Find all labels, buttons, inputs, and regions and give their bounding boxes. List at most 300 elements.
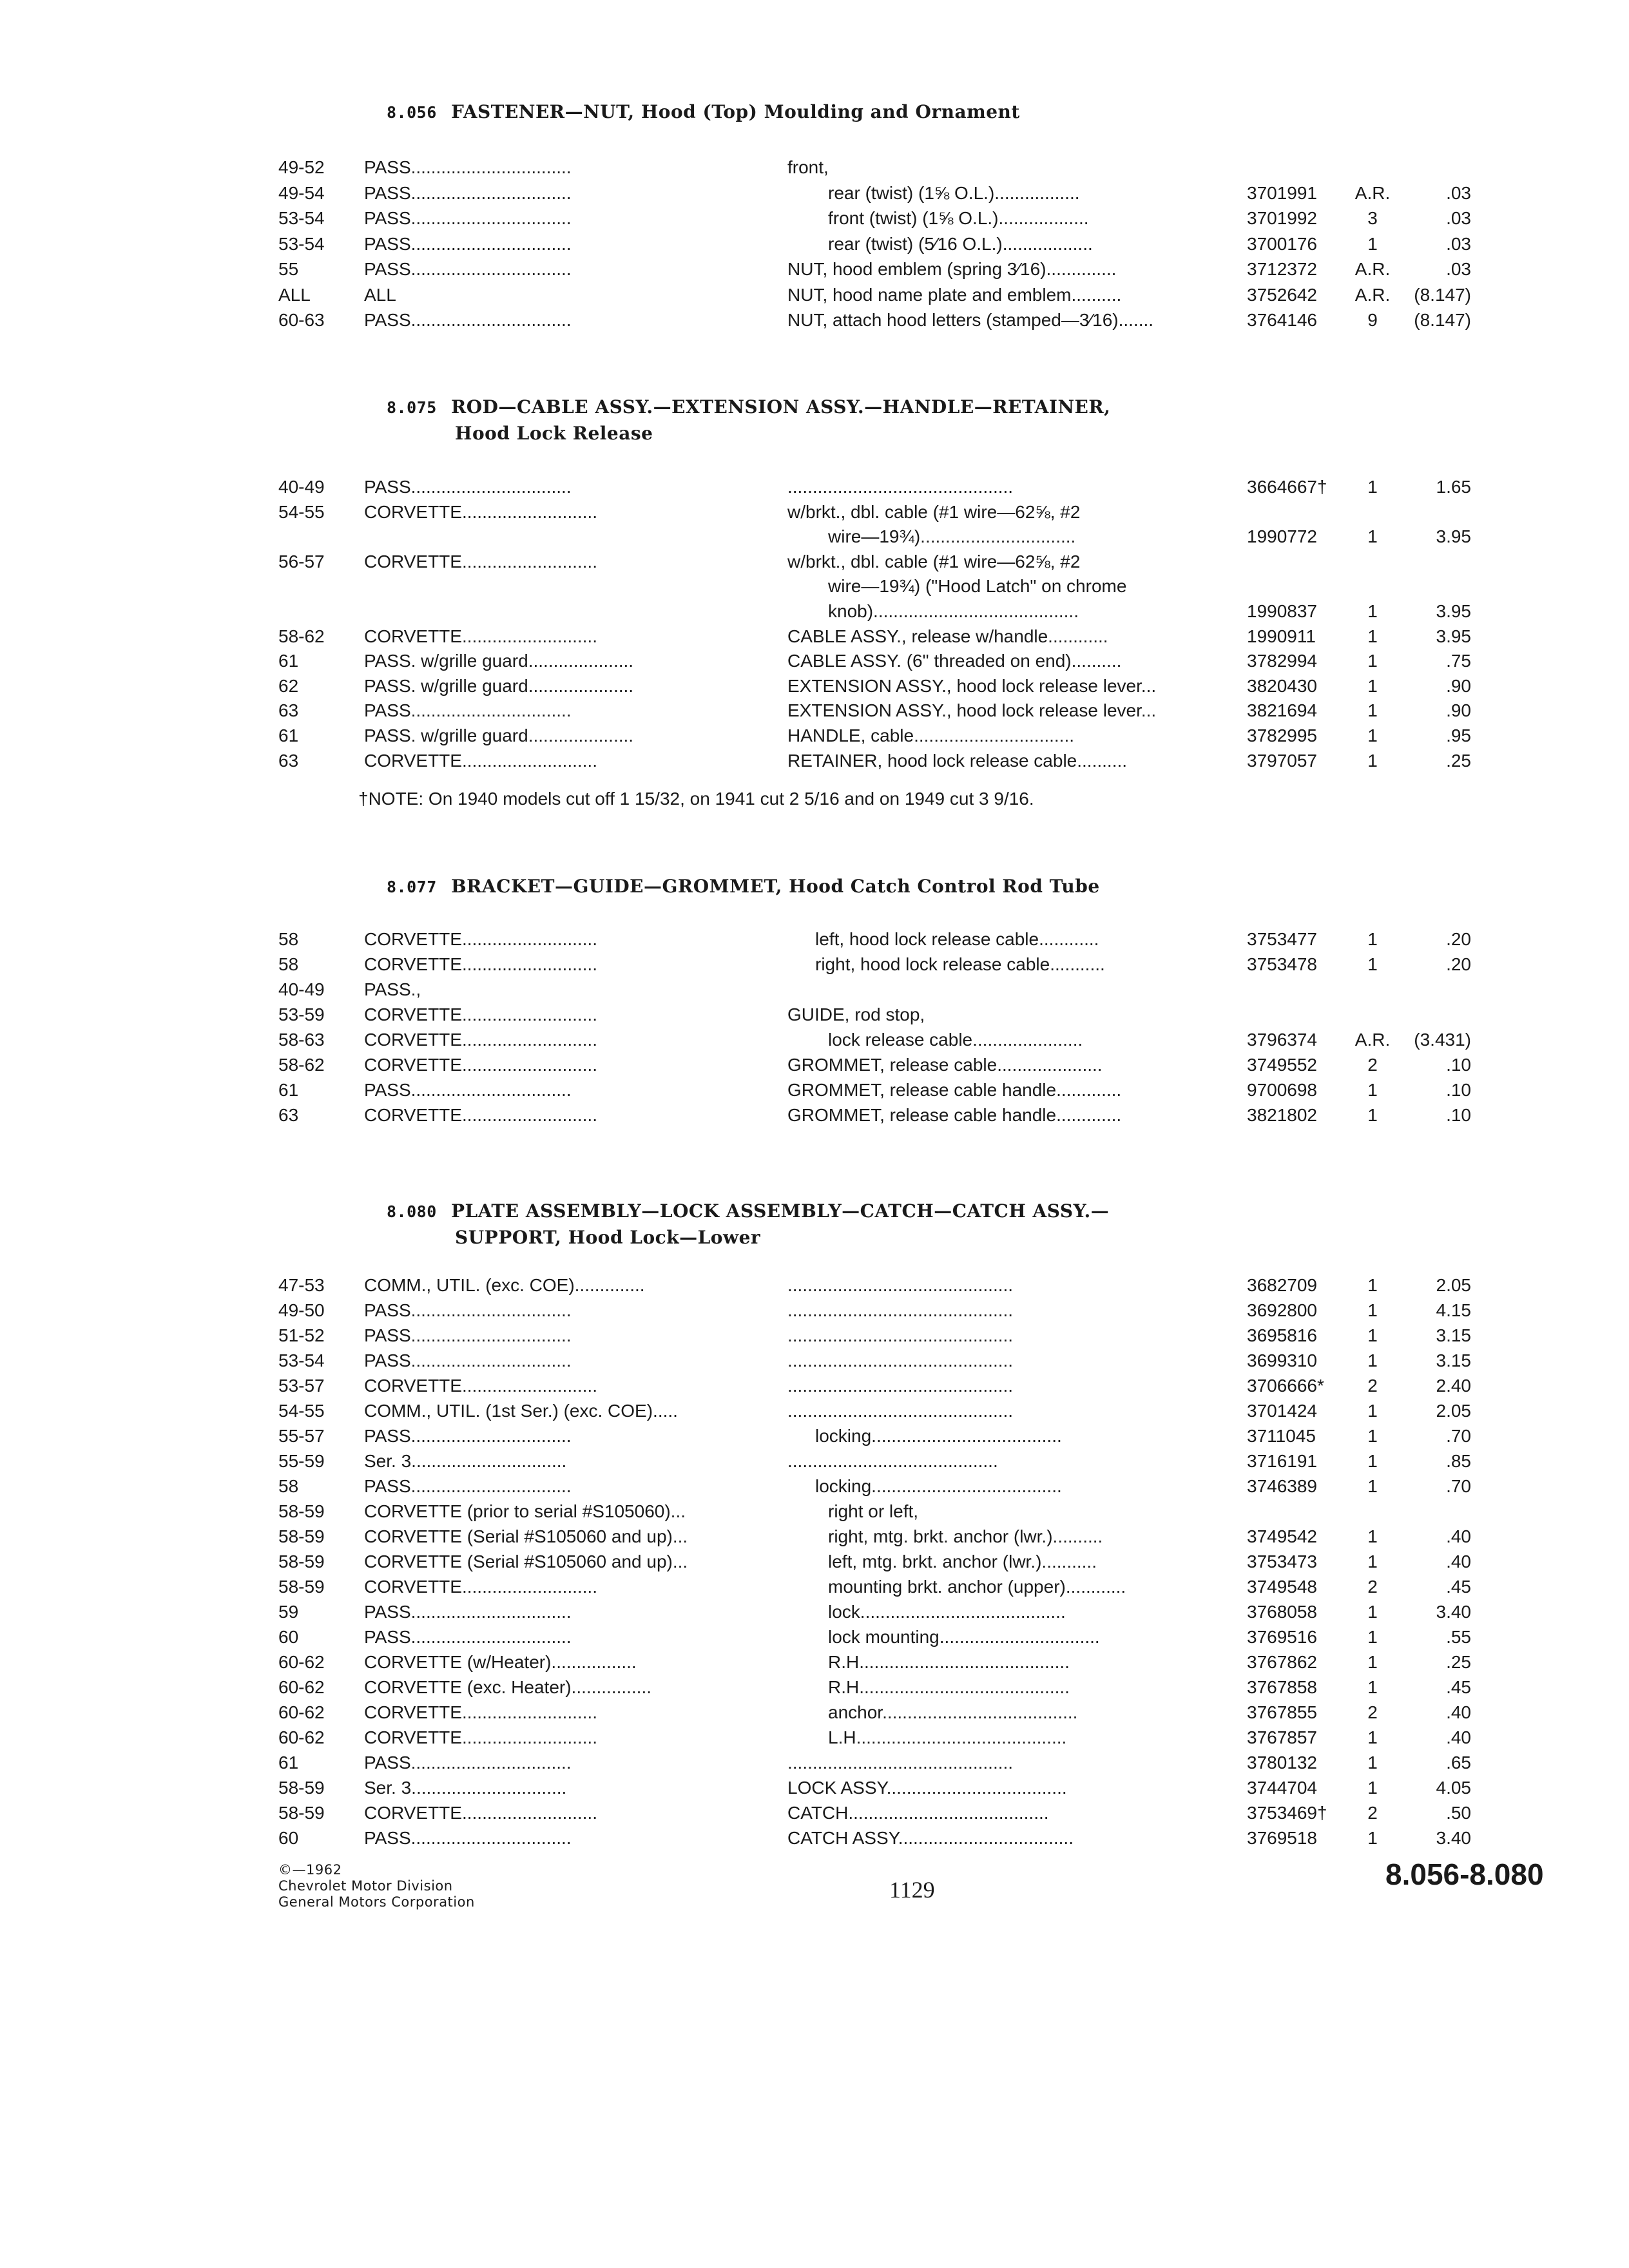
cell-part: 3767855 <box>1247 1702 1318 1722</box>
section-8077-heading <box>387 874 1100 900</box>
part-row <box>0 1775 1629 1800</box>
cell-price: .20 <box>1446 954 1471 974</box>
cell-price: .25 <box>1446 750 1471 771</box>
cell-year: 58 <box>278 929 299 949</box>
cell-desc: ............................................. <box>787 1325 1014 1345</box>
cell-desc: R.H.......................................... <box>828 1652 1070 1672</box>
section-title: BRACKET—GUIDE—GROMMET, Hood Catch Control Rod Tube <box>451 876 1100 897</box>
cell-year: 54-55 <box>278 1401 325 1421</box>
section-title: FASTENER—NUT, Hood (Top) Moulding and Ornament <box>451 101 1020 122</box>
cell-part: 3749542 <box>1247 1526 1318 1546</box>
part-row <box>0 1549 1629 1574</box>
cell-year: 54-55 <box>278 501 325 522</box>
cell-price: .75 <box>1446 651 1471 671</box>
part-row <box>0 1052 1629 1077</box>
cell-model: CORVETTE........................... <box>364 1376 597 1396</box>
cell-year: 59 <box>278 1602 299 1622</box>
cell-qty: 1 <box>1367 700 1378 721</box>
cell-price: .10 <box>1446 1105 1471 1125</box>
cell-part: 3664667† <box>1247 477 1327 497</box>
cell-model: CORVETTE (exc. Heater)................ <box>364 1677 652 1697</box>
part-row <box>0 1448 1629 1474</box>
cell-desc: CABLE ASSY., release w/handle............ <box>787 626 1108 646</box>
cell-qty: 1 <box>1367 1451 1378 1471</box>
cell-model: CORVETTE (w/Heater)................. <box>364 1652 637 1672</box>
cell-price: 3.95 <box>1436 601 1471 621</box>
footer-publisher <box>278 1862 475 1910</box>
cell-desc: lock mounting................................ <box>828 1627 1100 1647</box>
cell-desc: locking...................................... <box>815 1476 1062 1496</box>
cell-model: PASS................................ <box>364 1602 572 1622</box>
cell-desc: R.H.......................................... <box>828 1677 1070 1697</box>
cell-year: 58-59 <box>278 1577 325 1597</box>
cell-model: PASS................................ <box>364 1300 572 1320</box>
cell-price: 3.40 <box>1436 1602 1471 1622</box>
division-name: Chevrolet Motor Division <box>278 1878 453 1894</box>
cell-desc: EXTENSION ASSY., hood lock release lever... <box>787 700 1157 721</box>
part-row <box>0 1273 1629 1298</box>
cell-price: .03 <box>1446 182 1471 203</box>
cell-part: 3753469† <box>1247 1803 1327 1823</box>
cell-part: 3712372 <box>1247 259 1318 279</box>
cell-qty: 2 <box>1367 1702 1378 1722</box>
cell-price: 3.95 <box>1436 526 1471 547</box>
corporation-name: General Motors Corporation <box>278 1894 475 1910</box>
section-8075-heading <box>387 394 1110 447</box>
cell-price: 1.65 <box>1436 477 1471 497</box>
cell-part: 3820430 <box>1247 675 1318 696</box>
part-row <box>0 1700 1629 1725</box>
cell-part: 3706666* <box>1247 1376 1324 1396</box>
cell-price: .95 <box>1446 726 1471 745</box>
cell-part: 3767858 <box>1247 1677 1318 1697</box>
cell-qty: 1 <box>1367 526 1378 547</box>
cell-price: .40 <box>1446 1702 1471 1722</box>
cell-price: (8.147) <box>1414 284 1471 305</box>
cell-qty: 1 <box>1367 1300 1378 1320</box>
cell-desc: GUIDE, rod stop, <box>787 1004 925 1024</box>
cell-qty: 1 <box>1367 1080 1378 1100</box>
cell-desc: RETAINER, hood lock release cable.......... <box>787 750 1128 771</box>
cell-part: 3782995 <box>1247 726 1318 745</box>
cell-part: 3716191 <box>1247 1451 1318 1471</box>
part-row <box>0 206 1629 231</box>
cell-year: 58 <box>278 954 299 974</box>
cell-year: 58-62 <box>278 1055 325 1075</box>
part-row <box>0 624 1629 649</box>
cell-price: .25 <box>1446 1652 1471 1672</box>
cell-model: PASS................................ <box>364 208 572 228</box>
part-row <box>0 524 1629 549</box>
cell-model: CORVETTE........................... <box>364 954 597 974</box>
cell-year: 60-62 <box>278 1677 325 1697</box>
part-row <box>0 1102 1629 1128</box>
cell-part: 1990911 <box>1247 626 1316 646</box>
cell-desc: left, hood lock release cable............ <box>815 929 1099 949</box>
cell-year: 53-54 <box>278 208 325 228</box>
cell-year: 49-50 <box>278 1300 325 1320</box>
cell-desc: NUT, hood name plate and emblem.......... <box>787 284 1122 305</box>
part-row <box>0 1599 1629 1624</box>
cell-desc: knob)......................................... <box>828 601 1079 621</box>
cell-year: 61 <box>278 1753 299 1773</box>
cell-desc: ............................................. <box>787 1275 1014 1295</box>
cell-year: 58-59 <box>278 1552 325 1571</box>
cell-part: 3821694 <box>1247 700 1318 721</box>
cell-qty: A.R. <box>1354 1030 1391 1050</box>
cell-model: CORVETTE........................... <box>364 551 597 572</box>
cell-model: PASS................................ <box>364 477 572 497</box>
cell-part: 3782994 <box>1247 651 1318 671</box>
cell-qty: 1 <box>1367 1426 1378 1446</box>
section-8080-heading <box>387 1198 1109 1251</box>
section-subtitle: SUPPORT, Hood Lock—Lower <box>455 1227 761 1248</box>
cell-model: PASS................................ <box>364 1627 572 1647</box>
cell-desc: lock release cable...................... <box>828 1030 1083 1050</box>
cell-qty: 1 <box>1367 1401 1378 1421</box>
cell-price: 3.15 <box>1436 1350 1471 1370</box>
cell-year: 60-62 <box>278 1702 325 1722</box>
cell-model: PASS................................ <box>364 1080 572 1100</box>
cell-desc: rear (twist) (5⁄16 O.L.).................. <box>828 233 1093 254</box>
cell-part: 3767857 <box>1247 1727 1318 1747</box>
cell-year: 40-49 <box>278 979 325 999</box>
cell-model: PASS................................ <box>364 1828 572 1848</box>
cell-part: 3780132 <box>1247 1753 1318 1773</box>
cell-year: 61 <box>278 1080 299 1100</box>
cell-model: PASS................................ <box>364 259 572 279</box>
cell-model: CORVETTE (prior to serial #S105060)... <box>364 1501 686 1521</box>
cell-part: 1990772 <box>1247 526 1318 547</box>
cell-model: CORVETTE........................... <box>364 501 597 522</box>
cell-price: .70 <box>1446 1476 1471 1496</box>
cell-model: PASS. w/grille guard..................... <box>364 675 634 696</box>
cell-part: 3746389 <box>1247 1476 1318 1496</box>
cell-part: 3711045 <box>1247 1426 1316 1446</box>
cell-price: .10 <box>1446 1080 1471 1100</box>
cell-year: 63 <box>278 700 299 721</box>
cell-desc: GROMMET, release cable..................... <box>787 1055 1103 1075</box>
cell-price: 4.15 <box>1436 1300 1471 1320</box>
cell-desc: .......................................... <box>787 1451 998 1471</box>
cell-qty: 1 <box>1367 1627 1378 1647</box>
cell-desc: front, <box>787 157 829 177</box>
cell-model: CORVETTE........................... <box>364 1030 597 1050</box>
section-number: 8.077 <box>387 878 437 896</box>
cell-qty: 2 <box>1367 1055 1378 1075</box>
cell-year: 47-53 <box>278 1275 325 1295</box>
cell-year: 51-52 <box>278 1325 325 1345</box>
cell-model: PASS................................ <box>364 233 572 254</box>
section-title: ROD—CABLE ASSY.—EXTENSION ASSY.—HANDLE—RETAINER, <box>451 396 1111 418</box>
cell-desc: ............................................. <box>787 1753 1014 1773</box>
cell-desc: NUT, hood emblem (spring 3⁄16).............. <box>787 259 1117 279</box>
cell-model: PASS................................ <box>364 1325 572 1345</box>
part-row <box>0 1373 1629 1398</box>
cell-year: 58-59 <box>278 1778 325 1798</box>
cell-desc: wire—19¾) ("Hood Latch" on chrome <box>828 576 1127 597</box>
cell-model: PASS. w/grille guard..................... <box>364 651 634 671</box>
cell-qty: 1 <box>1367 1476 1378 1496</box>
part-row <box>0 1825 1629 1850</box>
section-number: 8.056 <box>387 103 437 122</box>
part-row <box>0 673 1629 698</box>
part-row <box>0 1725 1629 1750</box>
part-row <box>0 599 1629 624</box>
cell-qty: 1 <box>1367 1778 1378 1798</box>
cell-qty: 3 <box>1367 208 1378 228</box>
cell-qty: 2 <box>1367 1803 1378 1823</box>
section-number: 8.080 <box>387 1202 437 1221</box>
cell-price: 3.15 <box>1436 1325 1471 1345</box>
cell-desc: ............................................. <box>787 1401 1014 1421</box>
cell-desc: CABLE ASSY. (6" threaded on end).......... <box>787 651 1122 671</box>
cell-price: 3.40 <box>1436 1828 1471 1848</box>
cell-part: 3682709 <box>1247 1275 1318 1295</box>
cell-model: Ser. 3............................... <box>364 1778 567 1798</box>
part-row <box>0 499 1629 524</box>
cell-part: 1990837 <box>1247 601 1318 621</box>
cell-desc: front (twist) (1⅝ O.L.).................. <box>828 208 1089 228</box>
cell-part: 3797057 <box>1247 750 1318 771</box>
cell-price: .03 <box>1446 208 1471 228</box>
cell-qty: 1 <box>1367 651 1378 671</box>
cell-year: 49-54 <box>278 182 325 203</box>
cell-qty: 9 <box>1367 310 1378 330</box>
cell-price: .90 <box>1446 675 1471 696</box>
cell-part: 3753477 <box>1247 929 1318 949</box>
copyright: ©—1962 <box>278 1862 342 1878</box>
cell-qty: 1 <box>1367 954 1378 974</box>
cell-desc: EXTENSION ASSY., hood lock release lever... <box>787 675 1157 696</box>
cell-desc: ............................................. <box>787 1350 1014 1370</box>
cell-model: COMM., UTIL. (exc. COE).............. <box>364 1275 645 1295</box>
cell-price: .03 <box>1446 259 1471 279</box>
cell-model: PASS................................ <box>364 1476 572 1496</box>
cell-qty: 1 <box>1367 626 1378 646</box>
cell-price: .10 <box>1446 1055 1471 1075</box>
cell-part: 3768058 <box>1247 1602 1318 1622</box>
cell-model: CORVETTE........................... <box>364 1727 597 1747</box>
cell-model: CORVETTE (Serial #S105060 and up)... <box>364 1526 688 1546</box>
cell-price: .40 <box>1446 1526 1471 1546</box>
part-row <box>0 1574 1629 1599</box>
part-row <box>0 977 1629 1002</box>
part-row <box>0 748 1629 773</box>
cell-part: 3764146 <box>1247 310 1318 330</box>
part-row <box>0 723 1629 748</box>
part-row <box>0 1524 1629 1549</box>
cell-year: 58 <box>278 1476 299 1496</box>
cell-price: .65 <box>1446 1753 1471 1773</box>
cell-year: 53-59 <box>278 1004 325 1024</box>
cell-part: 3701991 <box>1247 182 1318 203</box>
cell-qty: 1 <box>1367 1828 1378 1848</box>
cell-desc: right, mtg. brkt. anchor (lwr.).......... <box>828 1526 1103 1546</box>
cell-part: 3701992 <box>1247 208 1318 228</box>
page-number: 1129 <box>889 1877 935 1903</box>
cell-model: Ser. 3............................... <box>364 1451 567 1471</box>
cell-part: 3701424 <box>1247 1401 1318 1421</box>
cell-desc: lock......................................... <box>828 1602 1066 1622</box>
cell-model: CORVETTE........................... <box>364 1803 597 1823</box>
cell-year: 56-57 <box>278 551 325 572</box>
cell-model: PASS................................ <box>364 700 572 721</box>
cell-price: .55 <box>1446 1627 1471 1647</box>
cell-year: 63 <box>278 750 299 771</box>
cell-qty: 1 <box>1367 726 1378 745</box>
cell-part: 3767862 <box>1247 1652 1318 1672</box>
cell-desc: ............................................. <box>787 1300 1014 1320</box>
cell-desc: w/brkt., dbl. cable (#1 wire—62⅝, #2 <box>787 551 1081 572</box>
part-row <box>0 155 1629 180</box>
cell-year: 58-63 <box>278 1030 325 1050</box>
cell-desc: right, hood lock release cable........... <box>815 954 1105 974</box>
cell-part: 3769518 <box>1247 1828 1318 1848</box>
section-number: 8.075 <box>387 398 437 417</box>
cell-year: ALL <box>278 284 311 305</box>
cell-year: 49-52 <box>278 157 325 177</box>
cell-desc: w/brkt., dbl. cable (#1 wire—62⅝, #2 <box>787 501 1081 522</box>
cell-part: 3700176 <box>1247 233 1318 254</box>
section-subtitle: Hood Lock Release <box>455 423 653 444</box>
cell-price: .90 <box>1446 700 1471 721</box>
cell-price: .20 <box>1446 929 1471 949</box>
part-row <box>0 282 1629 307</box>
cell-price: (8.147) <box>1414 310 1471 330</box>
part-row <box>0 573 1629 599</box>
section-title: PLATE ASSEMBLY—LOCK ASSEMBLY—CATCH—CATCH ASSY.— <box>451 1200 1110 1222</box>
cell-desc: ............................................. <box>787 1376 1014 1396</box>
cell-desc: right or left, <box>828 1501 919 1521</box>
cell-desc: wire—19¾)............................... <box>828 526 1076 547</box>
cell-part: 9700698 <box>1247 1080 1318 1100</box>
cell-qty: 2 <box>1367 1577 1378 1597</box>
cell-year: 61 <box>278 726 299 745</box>
part-row <box>0 1423 1629 1448</box>
part-row <box>0 1398 1629 1423</box>
cell-year: 55-59 <box>278 1451 325 1471</box>
cell-desc: NUT, attach hood letters (stamped—3⁄16)....... <box>787 310 1154 330</box>
cell-qty: 1 <box>1367 1753 1378 1773</box>
cell-year: 60 <box>278 1627 299 1647</box>
cell-year: 53-57 <box>278 1376 325 1396</box>
cell-price: .45 <box>1446 1577 1471 1597</box>
part-row <box>0 1750 1629 1775</box>
cell-qty: 1 <box>1367 233 1378 254</box>
cell-model: PASS................................ <box>364 310 572 330</box>
cell-qty: A.R. <box>1354 284 1391 305</box>
part-row <box>0 1675 1629 1700</box>
cell-model: PASS................................ <box>364 1426 572 1446</box>
cell-year: 58-62 <box>278 626 325 646</box>
cell-desc: GROMMET, release cable handle............. <box>787 1080 1122 1100</box>
cell-qty: 1 <box>1367 1652 1378 1672</box>
cell-qty: 1 <box>1367 1325 1378 1345</box>
cell-part: 3695816 <box>1247 1325 1318 1345</box>
cell-model: CORVETTE........................... <box>364 1702 597 1722</box>
cell-price: .50 <box>1446 1803 1471 1823</box>
cell-part: 3692800 <box>1247 1300 1318 1320</box>
cell-year: 55-57 <box>278 1426 325 1446</box>
part-row <box>0 1002 1629 1027</box>
cell-year: 40-49 <box>278 477 325 497</box>
cell-model: ALL <box>364 284 396 305</box>
cell-year: 53-54 <box>278 233 325 254</box>
cell-price: .40 <box>1446 1727 1471 1747</box>
cell-desc: CATCH ASSY................................... <box>787 1828 1074 1848</box>
cell-qty: 1 <box>1367 1526 1378 1546</box>
cell-qty: 1 <box>1367 929 1378 949</box>
cell-desc: left, mtg. brkt. anchor (lwr.)........... <box>828 1552 1097 1571</box>
cell-year: 63 <box>278 1105 299 1125</box>
cell-qty: 1 <box>1367 1552 1378 1571</box>
cell-part: 3749552 <box>1247 1055 1318 1075</box>
cell-year: 55 <box>278 259 299 279</box>
cell-price: 4.05 <box>1436 1778 1471 1798</box>
cell-qty: 1 <box>1367 750 1378 771</box>
cell-qty: 1 <box>1367 1350 1378 1370</box>
section-8056-heading <box>387 99 1020 126</box>
cell-price: (3.431) <box>1414 1030 1471 1050</box>
cell-year: 58-59 <box>278 1526 325 1546</box>
cell-model: CORVETTE (Serial #S105060 and up)... <box>364 1552 688 1571</box>
cell-desc: CATCH........................................ <box>787 1803 1049 1823</box>
cell-model: CORVETTE........................... <box>364 1105 597 1125</box>
cell-desc: L.H.......................................... <box>828 1727 1067 1747</box>
cell-model: COMM., UTIL. (1st Ser.) (exc. COE)..... <box>364 1401 678 1421</box>
cell-part: 3752642 <box>1247 284 1318 305</box>
cell-desc: anchor....................................... <box>828 1702 1078 1722</box>
cell-year: 60 <box>278 1828 299 1848</box>
cell-year: 60-62 <box>278 1727 325 1747</box>
part-row <box>0 307 1629 332</box>
part-row <box>0 256 1629 282</box>
part-row <box>0 180 1629 206</box>
cell-model: PASS................................ <box>364 1350 572 1370</box>
cell-part: 3769516 <box>1247 1627 1318 1647</box>
cell-model: PASS., <box>364 979 421 999</box>
cell-qty: 1 <box>1367 477 1378 497</box>
part-row <box>0 648 1629 673</box>
cell-year: 60-62 <box>278 1652 325 1672</box>
section-8075-note: †NOTE: On 1940 models cut off 1 15/32, on 1941 cut 2 5/16 and on 1949 cut 3 9/16. <box>358 789 1034 809</box>
cell-qty: 2 <box>1367 1376 1378 1396</box>
cell-qty: 1 <box>1367 1677 1378 1697</box>
cell-price: .70 <box>1446 1426 1471 1446</box>
cell-model: PASS................................ <box>364 1753 572 1773</box>
cell-part: 3753478 <box>1247 954 1318 974</box>
cell-model: CORVETTE........................... <box>364 1577 597 1597</box>
part-row <box>0 474 1629 499</box>
cell-price: .45 <box>1446 1677 1471 1697</box>
cell-desc: mounting brkt. anchor (upper)............ <box>828 1577 1126 1597</box>
cell-part: 3699310 <box>1247 1350 1318 1370</box>
part-row <box>0 1298 1629 1323</box>
part-row <box>0 952 1629 977</box>
part-row <box>0 698 1629 723</box>
part-row <box>0 1323 1629 1348</box>
cell-price: 2.05 <box>1436 1275 1471 1295</box>
cell-model: PASS................................ <box>364 157 572 177</box>
cell-year: 53-54 <box>278 1350 325 1370</box>
cell-price: 3.95 <box>1436 626 1471 646</box>
cell-part: 3821802 <box>1247 1105 1318 1125</box>
cell-price: .85 <box>1446 1451 1471 1471</box>
part-row <box>0 1800 1629 1825</box>
cell-model: CORVETTE........................... <box>364 1055 597 1075</box>
cell-desc: ............................................. <box>787 477 1014 497</box>
